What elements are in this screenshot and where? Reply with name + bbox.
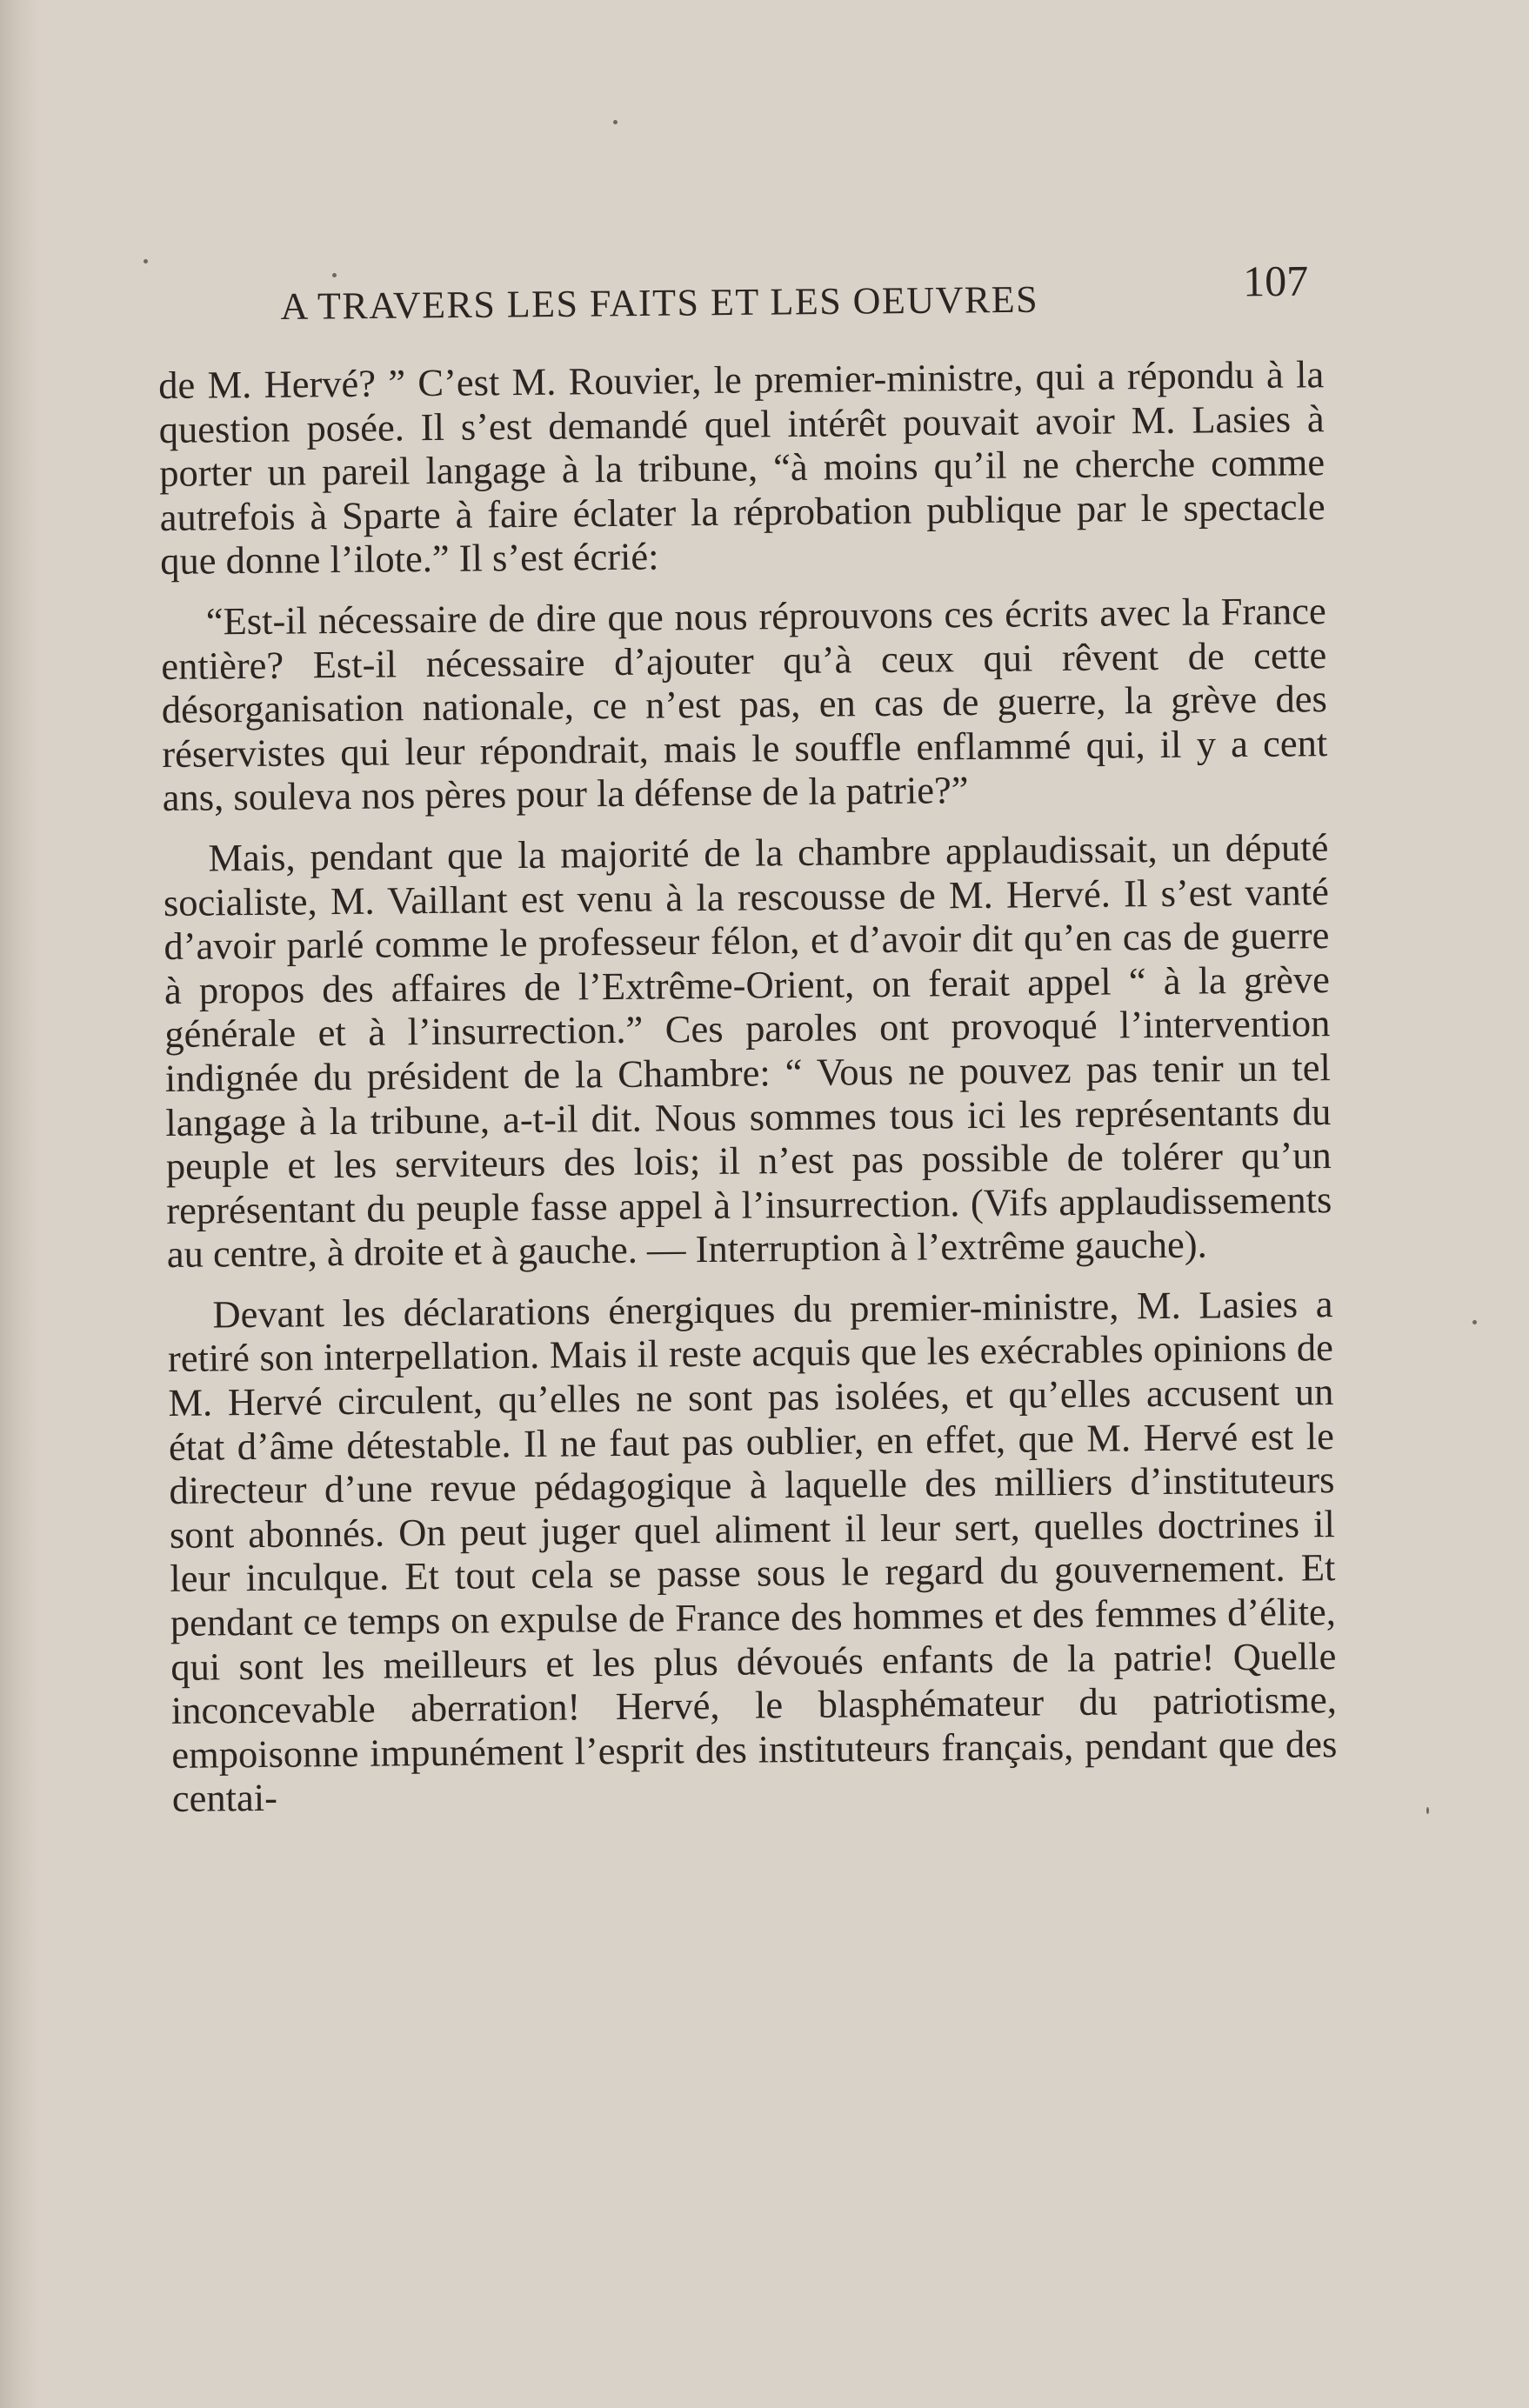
paper-speck xyxy=(1426,1807,1429,1814)
paragraph-2-quotation: “Est-il nécessaire de dire que nous réprouvons ces écrits avec la France entière? Est-il nécessaire d’ajouter qu’à ceux qui rêvent de cette désorganisation nationale, ce n’est pas, en cas de guerre, la grève des réservistes qui leur répondrait, mais le souffle enflammé qui, il y a cent ans, souleva nos pères pour la défense de la patrie?” xyxy=(161,589,1328,820)
running-header xyxy=(280,256,1309,335)
paragraph-4: Devant les déclarations énergiques du premier-ministre, M. Lasies a retiré son interpellation. Mais il reste acquis que les exécrables opinions de M. Hervé circulent, qu’elles ne sont pas isolées, et qu’elles accusent un état d’âme détestable. Il ne faut pas oublier, en effet, que M. Hervé est le directeur d’une revue pédagogique à laquelle des milliers d’instituteurs sont abonnés. On peut juger quel aliment il leur sert, quelles doctrines il leur inculque. Et tout cela se passe sous le regard du gouvernement. Et pendant ce temps on expulse de France des hommes et des femmes d’élite, qui sont les meilleurs et les plus dévoués enfants de la patrie! Quelle inconcevable aberration! Hervé, le blasphémateur du patriotisme, empoisonne impunément l’esprit des instituteurs français, pendant que des centai- xyxy=(167,1281,1338,1821)
paper-speck xyxy=(144,259,148,263)
body-text xyxy=(158,352,1338,1821)
page-edge-shadow xyxy=(0,0,40,2408)
paragraph-1: de M. Hervé? ” C’est M. Rouvier, le premier-ministre, qui a répondu à la question posée. Il s’est demandé quel intérêt pouvait avoir M. Lasies à porter un pareil langage à la tribune, “à moins qu’il ne cherche comme autrefois à Sparte à faire éclater la réprobation publique par le spectacle que donne l’ilote.” Il s’est écrié: xyxy=(158,352,1325,584)
paragraph-3: Mais, pendant que la majorité de la chambre applaudissait, un député socialiste, M. Vaillant est venu à la rescousse de M. Hervé. Il s’est vanté d’avoir parlé comme le professeur félon, et d’avoir dit qu’en cas de guerre à propos des affaires de l’Extrême-Orient, on ferait appel “ à la grève générale et à l’insurrection.” Ces paroles ont provoqué l’intervention indignée du président de la Chambre: “ Vous ne pouvez pas tenir un tel langage à la tribune, a-t-il dit. Nous sommes tous ici les représentants du peuple et les serviteurs des lois; il n’est pas possible de tolérer qu’un représentant du peuple fasse appel à l’insurrection. (Vifs applaudissements au centre, à droite et à gauche. — Interruption à l’extrême gauche). xyxy=(163,825,1332,1277)
paper-speck xyxy=(613,120,618,124)
paper-speck xyxy=(1472,1320,1477,1324)
running-title: A TRAVERS LES FAITS ET LES OEUVRES xyxy=(280,277,1039,328)
page-number: 107 xyxy=(1242,256,1309,306)
